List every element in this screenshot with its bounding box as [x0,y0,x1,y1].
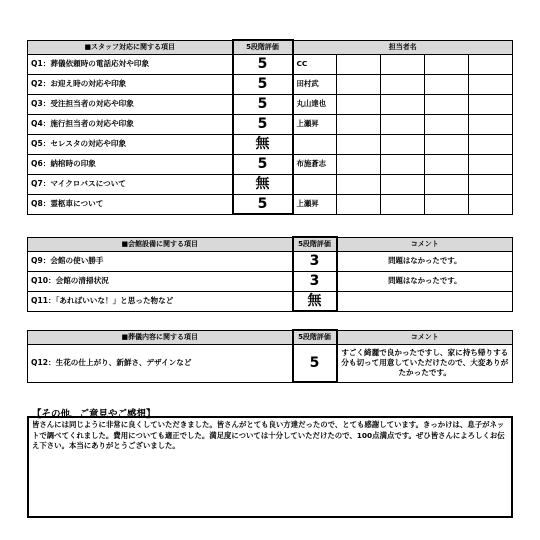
question-label: Q7：マイクロバスについて [28,174,233,194]
staff-table [27,39,513,215]
person-name: 上瀬昇 [293,114,337,134]
empty-cell [469,154,513,174]
empty-cell [425,94,469,114]
table-row [28,154,513,174]
empty-cell [337,154,381,174]
empty-cell [425,154,469,174]
facility-score-header: 5段階評価 [293,237,337,251]
staff-header-row [28,40,513,54]
staff-person-header: 担当者名 [293,40,513,54]
score-value: 3 [293,251,337,271]
comment-text [337,291,513,311]
question-label: Q11：「あればいいな！」と思った物など [28,291,293,311]
empty-cell [469,134,513,154]
other-comment-text: 皆さんには同じように非常に良くしていただきました。皆さんがとても良い方達だったので、とても感謝しています。きっかけは、息子がネットで調べてくれました。費用についても適正でした。満足度については十分していただけたので、100点満点です。ぜひ皆さんによろしくお伝え下さい。本当にありがとうございました。 [32,420,505,450]
empty-cell [425,194,469,214]
table-row [28,271,513,291]
empty-cell [381,134,425,154]
empty-cell [381,74,425,94]
question-label: Q8：霊柩車について [28,194,233,214]
person-name: CC [293,54,337,74]
table-row [28,134,513,154]
score-value: 無 [293,291,337,311]
empty-cell [381,154,425,174]
question-label: Q3：受注担当者の対応や印象 [28,94,233,114]
empty-cell [469,194,513,214]
empty-cell [425,74,469,94]
staff-score-header: 5段階評価 [233,40,293,54]
facility-comment-header: コメント [337,237,513,251]
question-label: Q4：施行担当者の対応や印象 [28,114,233,134]
empty-cell [425,174,469,194]
person-name: 布施蒼志 [293,154,337,174]
score-value: 無 [233,174,293,194]
question-label: Q1：葬儀依頼時の電話応対や印象 [28,54,233,74]
question-label: Q6：納棺時の印象 [28,154,233,174]
empty-cell [469,174,513,194]
funeral-score-header: 5段階評価 [293,330,337,344]
empty-cell [425,114,469,134]
person-name: 上瀬昇 [293,194,337,214]
person-name: 田村武 [293,74,337,94]
empty-cell [469,74,513,94]
comment-text: すごく綺麗で良かったですし、家に持ち帰りする分も切って用意していただけたので、大変ありがたかったです。 [337,344,513,382]
table-row [28,174,513,194]
empty-cell [337,194,381,214]
empty-cell [337,54,381,74]
table-row [28,114,513,134]
score-value: 3 [293,271,337,291]
table-row [28,291,513,311]
funeral-comment-header: コメント [337,330,513,344]
question-label: Q10：会館の清掃状況 [28,271,293,291]
score-value: 5 [233,154,293,174]
funeral-item-header: ■葬儀内容に関する項目 [28,330,293,344]
score-value: 5 [233,54,293,74]
empty-cell [469,94,513,114]
score-value: 5 [233,74,293,94]
facility-item-header: ■会館設備に関する項目 [28,237,293,251]
table-row [28,54,513,74]
table-row [28,194,513,214]
empty-cell [381,174,425,194]
funeral-section [27,329,513,383]
empty-cell [337,74,381,94]
funeral-table [27,329,513,383]
table-row [28,344,513,382]
score-value: 5 [233,114,293,134]
empty-cell [337,134,381,154]
empty-cell [469,114,513,134]
staff-item-header: ■スタッフ対応に関する項目 [28,40,233,54]
empty-cell [381,94,425,114]
empty-cell [381,114,425,134]
score-value: 無 [233,134,293,154]
other-comment-box [27,416,513,518]
table-row [28,94,513,114]
empty-cell [337,94,381,114]
score-value: 5 [293,344,337,382]
score-value: 5 [233,194,293,214]
staff-section [27,39,513,215]
empty-cell [469,54,513,74]
comment-text: 問題はなかったです。 [337,251,513,271]
question-label: Q9：会館の使い勝手 [28,251,293,271]
table-row [28,251,513,271]
empty-cell [425,134,469,154]
empty-cell [381,54,425,74]
funeral-header-row [28,330,513,344]
other-title: 【その他、ご意見やご感想】 [32,409,156,420]
comment-text: 問題はなかったです。 [337,271,513,291]
person-name: 丸山達也 [293,94,337,114]
score-value: 5 [233,94,293,114]
empty-cell [337,174,381,194]
empty-cell [425,54,469,74]
empty-cell [381,194,425,214]
question-label: Q2：お迎え時の対応や印象 [28,74,233,94]
facility-section [27,236,513,312]
person-name [293,174,337,194]
question-label: Q12：生花の仕上がり、新鮮さ、デザインなど [28,344,293,382]
facility-header-row [28,237,513,251]
person-name [293,134,337,154]
empty-cell [337,114,381,134]
table-row [28,74,513,94]
question-label: Q5：セレスタの対応や印象 [28,134,233,154]
facility-table [27,236,513,312]
